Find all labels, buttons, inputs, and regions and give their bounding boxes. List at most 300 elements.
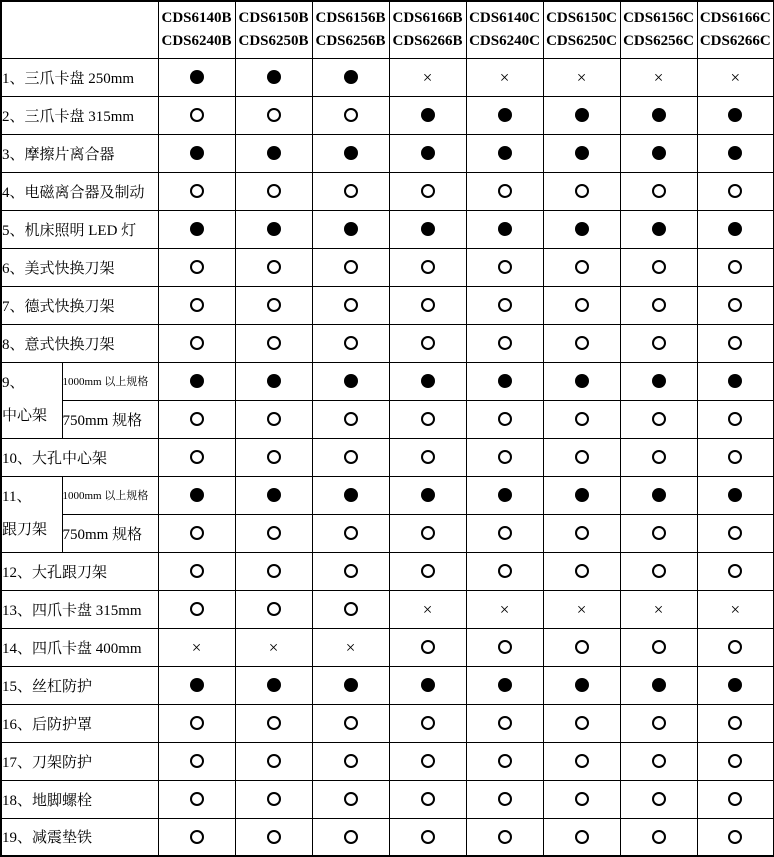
- option-cell: [312, 96, 389, 134]
- open-circle-icon: [575, 450, 589, 464]
- option-cell: [466, 666, 543, 704]
- option-cell: [697, 248, 774, 286]
- open-circle-icon: [498, 754, 512, 768]
- option-cell: [620, 742, 697, 780]
- option-cell: [158, 210, 235, 248]
- table-body: [1, 1, 774, 856]
- filled-circle-icon: [498, 146, 512, 160]
- model-name-line1: CDS6156B: [315, 9, 386, 26]
- open-circle-icon: [575, 298, 589, 312]
- open-circle-icon: [498, 526, 512, 540]
- option-cell: [620, 248, 697, 286]
- model-name-line2: CDS6256C: [623, 32, 694, 49]
- cross-icon: ×: [499, 599, 510, 619]
- option-cell: [389, 210, 466, 248]
- option-cell: [312, 666, 389, 704]
- option-cell: [620, 134, 697, 172]
- option-cell: [389, 172, 466, 210]
- option-cell: [389, 286, 466, 324]
- option-cell: [466, 704, 543, 742]
- option-cell: [620, 324, 697, 362]
- option-cell: [543, 742, 620, 780]
- option-cell: [697, 818, 774, 856]
- option-cell: [543, 172, 620, 210]
- option-cell: [697, 476, 774, 514]
- table-row: [1, 742, 774, 780]
- option-cell: [158, 400, 235, 438]
- column-header: [312, 1, 389, 58]
- open-circle-icon: [728, 450, 742, 464]
- filled-circle-icon: [190, 70, 204, 84]
- open-circle-icon: [652, 336, 666, 350]
- option-cell: [158, 704, 235, 742]
- table-row: [1, 96, 774, 134]
- table-row: [1, 476, 774, 514]
- open-circle-icon: [575, 830, 589, 844]
- option-cell: [158, 58, 235, 96]
- row-label: 16、后防护罩: [1, 704, 158, 742]
- option-cell: [466, 552, 543, 590]
- option-cell: [620, 476, 697, 514]
- model-name-line2: CDS6240B: [161, 32, 232, 49]
- option-cell: [158, 134, 235, 172]
- filled-circle-icon: [575, 222, 589, 236]
- filled-circle-icon: [190, 678, 204, 692]
- table-row: [1, 666, 774, 704]
- open-circle-icon: [267, 564, 281, 578]
- open-circle-icon: [421, 450, 435, 464]
- open-circle-icon: [652, 754, 666, 768]
- option-cell: [389, 590, 466, 628]
- model-name-line2: CDS6250B: [238, 32, 309, 49]
- filled-circle-icon: [190, 374, 204, 388]
- filled-circle-icon: [728, 108, 742, 122]
- open-circle-icon: [190, 716, 204, 730]
- table-row: [1, 362, 774, 400]
- option-cell: [312, 438, 389, 476]
- filled-circle-icon: [421, 222, 435, 236]
- open-circle-icon: [421, 564, 435, 578]
- cross-icon: ×: [730, 67, 741, 87]
- filled-circle-icon: [190, 222, 204, 236]
- option-cell: [543, 134, 620, 172]
- table-row: [1, 780, 774, 818]
- column-header: [158, 1, 235, 58]
- open-circle-icon: [728, 526, 742, 540]
- option-cell: [466, 210, 543, 248]
- open-circle-icon: [421, 184, 435, 198]
- option-cell: [466, 590, 543, 628]
- option-cell: [158, 780, 235, 818]
- option-cell: [312, 248, 389, 286]
- option-cell: [620, 780, 697, 818]
- option-cell: [312, 58, 389, 96]
- open-circle-icon: [421, 792, 435, 806]
- option-cell: [389, 742, 466, 780]
- open-circle-icon: [344, 526, 358, 540]
- open-circle-icon: [344, 602, 358, 616]
- filled-circle-icon: [498, 108, 512, 122]
- option-cell: [158, 476, 235, 514]
- open-circle-icon: [190, 564, 204, 578]
- option-cell: [312, 552, 389, 590]
- open-circle-icon: [190, 260, 204, 274]
- table-row: [1, 514, 774, 552]
- option-cell: [543, 362, 620, 400]
- open-circle-icon: [728, 564, 742, 578]
- option-cell: [697, 514, 774, 552]
- option-cell: [543, 590, 620, 628]
- filled-circle-icon: [498, 222, 512, 236]
- row-label: 18、地脚螺栓: [1, 780, 158, 818]
- table-row: [1, 628, 774, 666]
- open-circle-icon: [267, 792, 281, 806]
- option-cell: [235, 210, 312, 248]
- option-cell: [235, 248, 312, 286]
- option-cell: [466, 134, 543, 172]
- option-cell: [389, 818, 466, 856]
- option-cell: [466, 514, 543, 552]
- filled-circle-icon: [344, 222, 358, 236]
- open-circle-icon: [421, 716, 435, 730]
- option-cell: [466, 96, 543, 134]
- option-cell: [543, 818, 620, 856]
- open-circle-icon: [575, 754, 589, 768]
- table-row: [1, 438, 774, 476]
- option-cell: [158, 362, 235, 400]
- option-cell: [235, 438, 312, 476]
- option-cell: [697, 58, 774, 96]
- option-cell: [235, 818, 312, 856]
- option-cell: [389, 96, 466, 134]
- open-circle-icon: [344, 412, 358, 426]
- filled-circle-icon: [421, 374, 435, 388]
- filled-circle-icon: [575, 374, 589, 388]
- group-label-number: 9、: [2, 375, 25, 391]
- option-cell: [697, 780, 774, 818]
- option-cell: [235, 400, 312, 438]
- cross-icon: ×: [730, 599, 741, 619]
- option-cell: [543, 58, 620, 96]
- option-cell: [312, 210, 389, 248]
- open-circle-icon: [267, 108, 281, 122]
- option-cell: [697, 96, 774, 134]
- cross-icon: ×: [422, 599, 433, 619]
- row-label: 15、丝杠防护: [1, 666, 158, 704]
- option-cell: [235, 552, 312, 590]
- table-row: [1, 172, 774, 210]
- filled-circle-icon: [652, 222, 666, 236]
- option-cell: [312, 400, 389, 438]
- open-circle-icon: [267, 526, 281, 540]
- option-cell: [158, 172, 235, 210]
- open-circle-icon: [190, 298, 204, 312]
- option-cell: [620, 172, 697, 210]
- corner-cell: [1, 1, 158, 58]
- filled-circle-icon: [344, 70, 358, 84]
- row-label: 10、大孔中心架: [1, 438, 158, 476]
- open-circle-icon: [498, 412, 512, 426]
- model-name-line2: CDS6250C: [546, 32, 617, 49]
- option-cell: [235, 514, 312, 552]
- option-cell: [312, 818, 389, 856]
- cross-icon: ×: [653, 67, 664, 87]
- option-cell: [620, 400, 697, 438]
- option-cell: [235, 96, 312, 134]
- column-header: [235, 1, 312, 58]
- open-circle-icon: [498, 184, 512, 198]
- option-cell: [235, 780, 312, 818]
- option-cell: [312, 628, 389, 666]
- filled-circle-icon: [267, 222, 281, 236]
- open-circle-icon: [575, 336, 589, 350]
- model-name-line1: CDS6140C: [469, 9, 540, 26]
- option-cell: [389, 58, 466, 96]
- header-row: [1, 1, 774, 58]
- table-row: [1, 552, 774, 590]
- option-cell: [235, 172, 312, 210]
- open-circle-icon: [421, 260, 435, 274]
- row-group-label: [1, 362, 62, 438]
- table-row: [1, 818, 774, 856]
- model-name-line2: CDS6266B: [392, 32, 463, 49]
- open-circle-icon: [652, 412, 666, 426]
- open-circle-icon: [728, 412, 742, 426]
- option-cell: [389, 628, 466, 666]
- option-cell: [620, 210, 697, 248]
- option-cell: [312, 742, 389, 780]
- option-cell: [389, 362, 466, 400]
- option-cell: [158, 324, 235, 362]
- open-circle-icon: [498, 792, 512, 806]
- option-cell: [312, 514, 389, 552]
- cross-icon: ×: [422, 67, 433, 87]
- open-circle-icon: [575, 640, 589, 654]
- row-label: 17、刀架防护: [1, 742, 158, 780]
- open-circle-icon: [652, 526, 666, 540]
- group-label-number: 11、: [2, 489, 32, 505]
- open-circle-icon: [344, 792, 358, 806]
- option-cell: [466, 628, 543, 666]
- option-cell: [543, 248, 620, 286]
- table-row: [1, 704, 774, 742]
- open-circle-icon: [421, 830, 435, 844]
- option-cell: [235, 324, 312, 362]
- option-cell: [389, 400, 466, 438]
- table-row: [1, 590, 774, 628]
- subrow-label: 750mm 规格: [62, 400, 158, 438]
- option-cell: [697, 172, 774, 210]
- open-circle-icon: [728, 260, 742, 274]
- group-label-text: 跟刀架: [2, 522, 48, 538]
- table-row: [1, 58, 774, 96]
- filled-circle-icon: [652, 108, 666, 122]
- option-cell: [158, 590, 235, 628]
- row-label: 3、摩擦片离合器: [1, 134, 158, 172]
- option-cell: [235, 666, 312, 704]
- option-cell: [389, 476, 466, 514]
- option-cell: [543, 286, 620, 324]
- open-circle-icon: [728, 716, 742, 730]
- filled-circle-icon: [421, 488, 435, 502]
- cross-icon: ×: [268, 637, 279, 657]
- option-cell: [697, 324, 774, 362]
- column-header: [389, 1, 466, 58]
- filled-circle-icon: [190, 488, 204, 502]
- open-circle-icon: [575, 184, 589, 198]
- option-cell: [389, 134, 466, 172]
- option-cell: [620, 818, 697, 856]
- open-circle-icon: [421, 754, 435, 768]
- open-circle-icon: [344, 184, 358, 198]
- option-cell: [158, 628, 235, 666]
- open-circle-icon: [267, 336, 281, 350]
- option-cell: [620, 704, 697, 742]
- option-cell: [312, 780, 389, 818]
- option-cell: [389, 704, 466, 742]
- option-cell: [158, 818, 235, 856]
- open-circle-icon: [267, 602, 281, 616]
- option-cell: [466, 780, 543, 818]
- group-label-text: 中心架: [2, 408, 48, 424]
- model-name-line1: CDS6156C: [623, 9, 694, 26]
- option-cell: [312, 362, 389, 400]
- open-circle-icon: [652, 792, 666, 806]
- open-circle-icon: [498, 830, 512, 844]
- subrow-label: 1000mm 以上规格: [62, 476, 158, 514]
- row-group-label: [1, 476, 62, 552]
- row-label: 1、三爪卡盘 250mm: [1, 58, 158, 96]
- open-circle-icon: [728, 336, 742, 350]
- open-circle-icon: [728, 792, 742, 806]
- open-circle-icon: [728, 640, 742, 654]
- filled-circle-icon: [267, 374, 281, 388]
- open-circle-icon: [575, 260, 589, 274]
- filled-circle-icon: [267, 70, 281, 84]
- open-circle-icon: [267, 716, 281, 730]
- open-circle-icon: [267, 450, 281, 464]
- open-circle-icon: [652, 716, 666, 730]
- option-cell: [312, 134, 389, 172]
- open-circle-icon: [421, 640, 435, 654]
- open-circle-icon: [267, 754, 281, 768]
- option-cell: [697, 666, 774, 704]
- option-cell: [543, 552, 620, 590]
- option-cell: [543, 666, 620, 704]
- option-cell: [389, 514, 466, 552]
- open-circle-icon: [344, 564, 358, 578]
- model-name-line1: CDS6166B: [392, 9, 463, 26]
- option-cell: [235, 742, 312, 780]
- option-cell: [697, 590, 774, 628]
- option-cell: [466, 400, 543, 438]
- option-cell: [312, 286, 389, 324]
- filled-circle-icon: [728, 146, 742, 160]
- open-circle-icon: [652, 640, 666, 654]
- open-circle-icon: [652, 260, 666, 274]
- open-circle-icon: [728, 184, 742, 198]
- option-cell: [697, 210, 774, 248]
- filled-circle-icon: [344, 488, 358, 502]
- option-cell: [466, 476, 543, 514]
- filled-circle-icon: [267, 146, 281, 160]
- option-cell: [312, 704, 389, 742]
- filled-circle-icon: [498, 374, 512, 388]
- model-name-line1: CDS6150B: [238, 9, 309, 26]
- cross-icon: ×: [191, 637, 202, 657]
- filled-circle-icon: [421, 678, 435, 692]
- filled-circle-icon: [344, 146, 358, 160]
- filled-circle-icon: [575, 488, 589, 502]
- column-header: [543, 1, 620, 58]
- option-cell: [235, 286, 312, 324]
- open-circle-icon: [344, 108, 358, 122]
- option-cell: [620, 286, 697, 324]
- option-cell: [158, 742, 235, 780]
- option-cell: [620, 514, 697, 552]
- option-cell: [466, 362, 543, 400]
- row-label: 14、四爪卡盘 400mm: [1, 628, 158, 666]
- open-circle-icon: [575, 716, 589, 730]
- open-circle-icon: [267, 298, 281, 312]
- filled-circle-icon: [575, 108, 589, 122]
- filled-circle-icon: [344, 374, 358, 388]
- option-cell: [620, 552, 697, 590]
- option-cell: [389, 248, 466, 286]
- model-name-line1: CDS6166C: [699, 9, 771, 26]
- open-circle-icon: [267, 830, 281, 844]
- option-cell: [466, 172, 543, 210]
- open-circle-icon: [421, 412, 435, 426]
- column-header: [466, 1, 543, 58]
- option-cell: [697, 400, 774, 438]
- option-cell: [620, 590, 697, 628]
- option-cell: [158, 438, 235, 476]
- open-circle-icon: [344, 754, 358, 768]
- filled-circle-icon: [652, 488, 666, 502]
- open-circle-icon: [190, 184, 204, 198]
- open-circle-icon: [421, 336, 435, 350]
- model-name-line1: CDS6150C: [546, 9, 617, 26]
- option-cell: [312, 172, 389, 210]
- option-cell: [158, 96, 235, 134]
- option-cell: [620, 58, 697, 96]
- open-circle-icon: [421, 526, 435, 540]
- open-circle-icon: [498, 298, 512, 312]
- model-name-line1: CDS6140B: [161, 9, 232, 26]
- cross-icon: ×: [576, 67, 587, 87]
- table-row: [1, 324, 774, 362]
- table-row: [1, 286, 774, 324]
- open-circle-icon: [728, 298, 742, 312]
- filled-circle-icon: [267, 488, 281, 502]
- option-cell: [697, 552, 774, 590]
- row-label: 5、机床照明 LED 灯: [1, 210, 158, 248]
- open-circle-icon: [190, 450, 204, 464]
- open-circle-icon: [498, 450, 512, 464]
- option-cell: [312, 324, 389, 362]
- model-name-line2: CDS6240C: [469, 32, 540, 49]
- cross-icon: ×: [345, 637, 356, 657]
- option-cell: [389, 780, 466, 818]
- option-cell: [697, 628, 774, 666]
- open-circle-icon: [190, 526, 204, 540]
- option-cell: [543, 96, 620, 134]
- open-circle-icon: [575, 412, 589, 426]
- row-label: 7、德式快换刀架: [1, 286, 158, 324]
- open-circle-icon: [652, 450, 666, 464]
- filled-circle-icon: [267, 678, 281, 692]
